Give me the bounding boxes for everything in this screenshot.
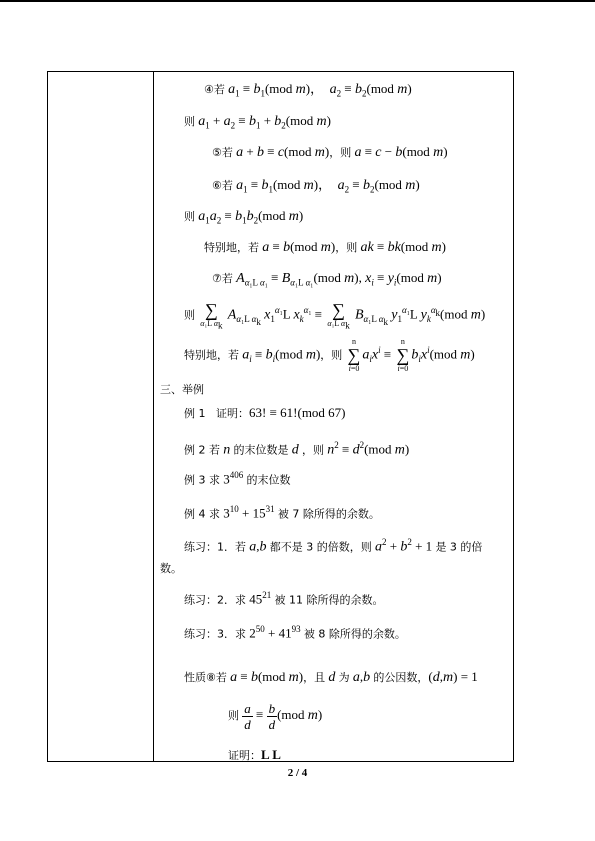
example-2: 例 2 若 n 的末位数是 d ，则 $n^2 \equiv d^2(mod$ m) — [184, 440, 410, 458]
example-1: 例 1 证明：63! ≡ 61!(mod 67) — [184, 405, 346, 420]
property-8-line: 性质⑧若 a ≡ b(mod m)，且 d 为 a,b 的公因数，(d,m) = 1 — [184, 669, 478, 685]
column-divider — [153, 72, 154, 761]
property-6-special: 特别地，若 a ≡ b(mod m)，则 ak ≡ bk(mod m) — [204, 239, 446, 255]
property-6-result: 则 $a_1a_2 \equiv b_1b_2(mod$ m) — [184, 208, 304, 226]
property-5-line: ⑤若 a + b ≡ c(mod m)，则 a ≡ c − b(mod m) — [212, 144, 448, 160]
property-7-result: 则 ∑ α₁L $\alpha_k$ $A_{\alpha_1L \alpha_k}$ $x_1^{\alpha_1}L$ $x_k^{\alpha_1}$ ≡ ∑ α₁L $\alpha_k$ $B_{\alpha_1L \alpha_k}$ $y_1^{\alpha_1}L$ $y_k^{\alpha_k}(mod$ m) — [184, 299, 486, 331]
property-7-special: 特别地，若 $a_i \equiv b_i(mod$ m)，则 n ∑ $i=0a_ix^i \equiv n$ ∑ $i=0b_ix^i(mod$ m) — [184, 337, 475, 374]
exercise-1-wrap: 数。 — [160, 562, 182, 575]
proof-line: 证明：L L — [228, 747, 281, 762]
property-4-result: 则 $a_1 + a_2 \equiv b_1 + b_2(mod$ m) — [184, 113, 331, 131]
example-4: 例 4 求 $3^{10} + 15^{31}$ 被 7 除所得的余数。 — [184, 504, 380, 521]
property-4-line: ④若 $a_1 \equiv b_1(mod$ m)， $a_2 \equiv b_2(mod$ m) — [204, 81, 412, 99]
exercise-2: 练习：2．求 $45^{21}$ 被 11 除所得的余数。 — [184, 590, 384, 607]
example-3: 例 3 求 $3^{406}$ 的末位数 — [184, 470, 291, 487]
exercise-1: 练习：1．若 a,b 都不是 3 的倍数，则 $a^2 + b^2 + 1$ 是 3 的倍 — [184, 537, 483, 555]
property-8-result: 则 $\frac{a}{d}$ ≡ $\frac{b}{d}$ (mod m) — [228, 700, 323, 732]
exercise-3: 练习：3．求 $2^{50} + 41^{93}$ 被 8 除所得的余数。 — [184, 624, 406, 641]
property-7-line: ⑦若 $A_{\alpha_1L \alpha_1} \equiv B_{\alpha_1L \alpha_1}(mod$ m), $x_i \equiv y_i(mod$ m) — [212, 270, 442, 288]
page-number: 2 / 4 — [287, 767, 308, 779]
top-rule — [0, 0, 595, 2]
property-6-line: ⑥若 $a_1 \equiv b_1(mod$ m)， $a_2 \equiv b_2(mod$ m) — [212, 177, 420, 195]
section-heading-examples: 三、举例 — [160, 383, 204, 396]
